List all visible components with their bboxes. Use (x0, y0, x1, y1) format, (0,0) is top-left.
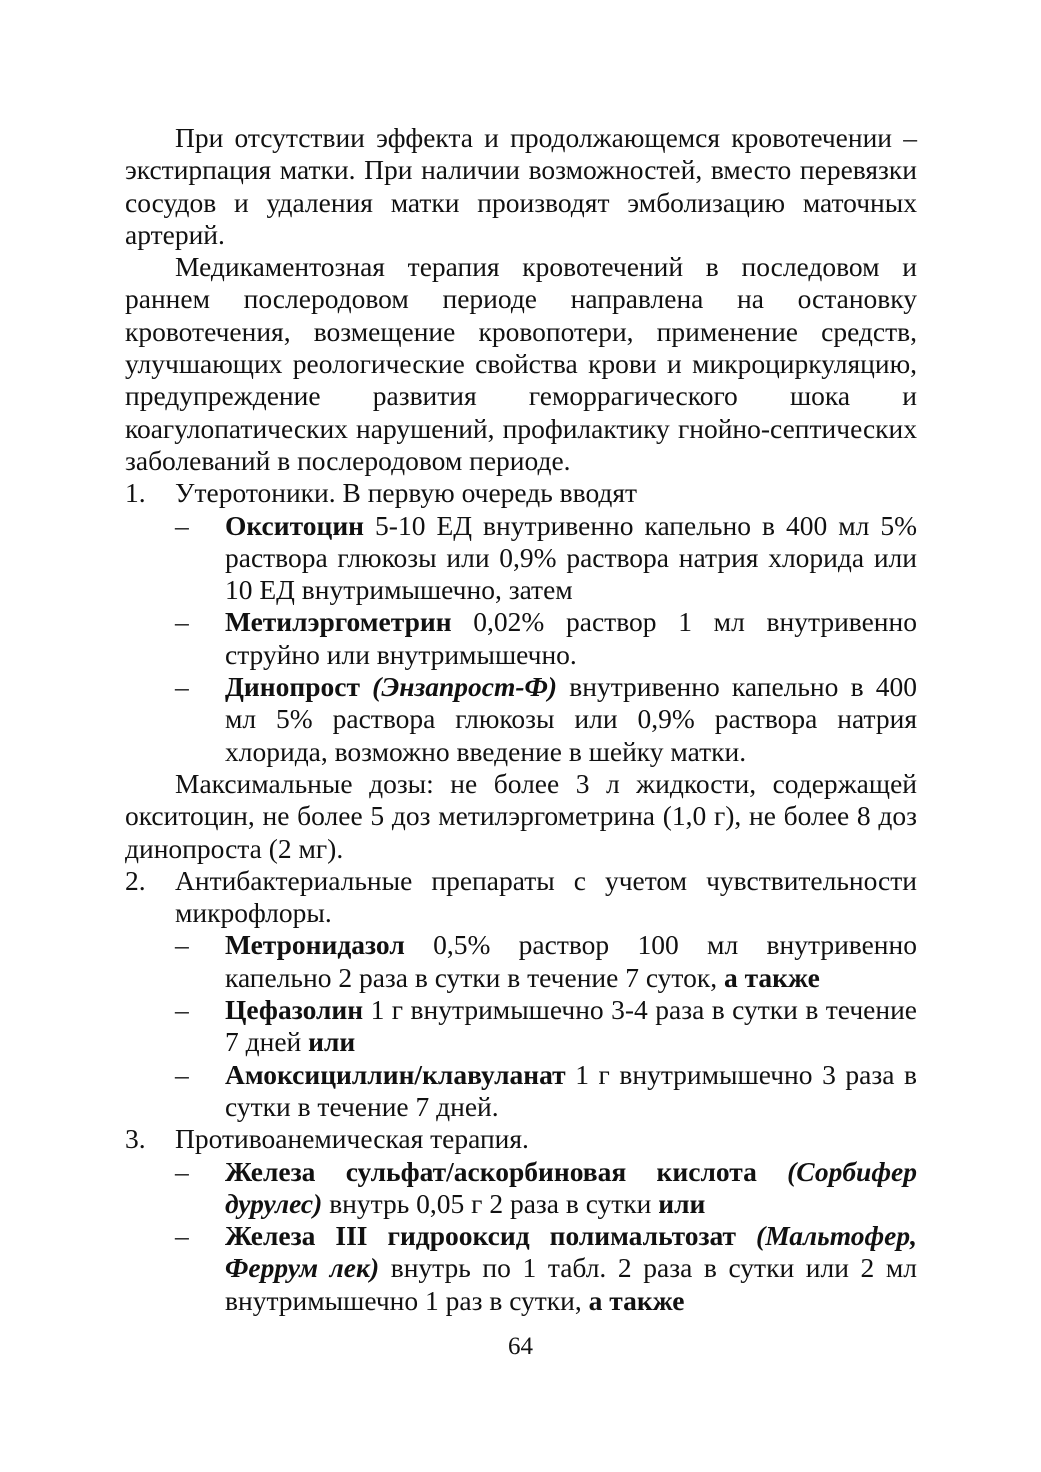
section-number: 2. (125, 864, 146, 896)
drug-description: внутривенно капельно в 400 мл 5% раствора глюкозы или 0,9% раствора натрия хлорида, возможно введение в шейку матки. (225, 671, 917, 767)
list-item-metronidazole (125, 929, 917, 994)
paragraph-max-doses: Максимальные дозы: не более 3 л жидкости, содержащей окситоцин, не более 5 доз метилэргометрина (1,0 г), не более 8 доз динопроста (2 мг). (125, 767, 917, 864)
section-antibacterial (125, 865, 917, 930)
drug-name: Амоксициллин/клавуланат (225, 1058, 566, 1090)
list-item-iron-polymaltose (125, 1220, 917, 1317)
drug-name: Железа III гидрооксид полимальтозат (225, 1220, 737, 1252)
dash-marker: – (175, 1155, 189, 1187)
section-title: Антибактериальные препараты с учетом чувствительности микрофлоры. (175, 864, 917, 929)
drug-description: внутрь 0,05 г 2 раза в сутки (322, 1187, 659, 1219)
dash-marker: – (175, 671, 189, 703)
drug-name: Железа сульфат/аскорбиновая кислота (225, 1155, 757, 1187)
dash-marker: – (175, 509, 189, 541)
drug-description: 1 г внутримышечно 3-4 раза в сутки в течение 7 дней (225, 994, 917, 1058)
dash-marker: – (175, 929, 189, 961)
drug-name: Метронидазол (225, 929, 405, 961)
section-uterotonics (125, 477, 917, 509)
section-antianemic (125, 1123, 917, 1155)
drug-name: Метилэргометрин (225, 606, 452, 638)
dash-marker: – (175, 994, 189, 1026)
drug-name: Динопрост (225, 671, 360, 703)
drug-name: Цефазолин (225, 994, 364, 1026)
drug-brand: (Сорбифер дурулес) (225, 1155, 917, 1219)
paragraph-extirpation: При отсутствии эффекта и продолжающемся кровотечении – экстирпация матки. При наличии возможностей, вместо перевязки сосудов и удаления матки производят эмболизацию маточных артерий. (125, 122, 917, 250)
list-item-methylergometrine (125, 606, 917, 671)
list-item-cefazolin (125, 994, 917, 1059)
list-item-iron-sulfate (125, 1156, 917, 1221)
conjunction: а также (588, 1284, 685, 1316)
page-number: 64 (508, 1333, 533, 1360)
list-item-oxytocin (125, 510, 917, 607)
drug-brand: (Мальтофер, Феррум лек) (225, 1220, 917, 1284)
drug-brand: (Энзапрост-Ф) (372, 671, 558, 703)
dash-marker: – (175, 1220, 189, 1252)
section-title: Утеротоники. В первую очередь вводят (175, 477, 638, 509)
dash-marker: – (175, 606, 189, 638)
antianemic-list (125, 1156, 917, 1317)
uterotonics-list (125, 510, 917, 768)
drug-description: 0,02% раствор 1 мл внутривенно струйно или внутримышечно. (225, 606, 917, 670)
list-item-dinoprost (125, 671, 917, 768)
section-number: 1. (125, 477, 146, 509)
paragraph-drug-therapy: Медикаментозная терапия кровотечений в последовом и раннем послеродовом периоде направлена на остановку кровотечения, возмещение кровопотери, применение средств, улучшающих реологические свойства крови и микроциркуляцию, предупреждение развития геморрагического шока и коагулопатических нарушений, профилактику гнойно-септических заболеваний в послеродовом периоде. (125, 251, 917, 476)
conjunction: или (658, 1187, 706, 1219)
drug-name: Окситоцин (225, 509, 365, 541)
antibacterial-list (125, 929, 917, 1123)
dash-marker: – (175, 1058, 189, 1090)
page-content (125, 122, 917, 1317)
drug-description: внутрь по 1 табл. 2 раза в сутки или 2 мл внутримышечно 1 раз в сутки, (225, 1252, 917, 1316)
list-item-amoxicillin (125, 1059, 917, 1124)
drug-description: 5-10 ЕД внутривенно капельно в 400 мл 5% раствора глюкозы или 0,9% раствора натрия хлорида или 10 ЕД внутримышечно, затем (225, 509, 917, 606)
conjunction: или (308, 1026, 356, 1058)
conjunction: а также (723, 961, 820, 993)
section-number: 3. (125, 1123, 146, 1155)
drug-description: 1 г внутримышечно 3 раза в сутки в течение 7 дней. (225, 1058, 917, 1122)
section-title: Противоанемическая терапия. (175, 1123, 529, 1155)
drug-description: 0,5% раствор 100 мл внутривенно капельно 2 раза в сутки в течение 7 суток, (225, 929, 917, 993)
